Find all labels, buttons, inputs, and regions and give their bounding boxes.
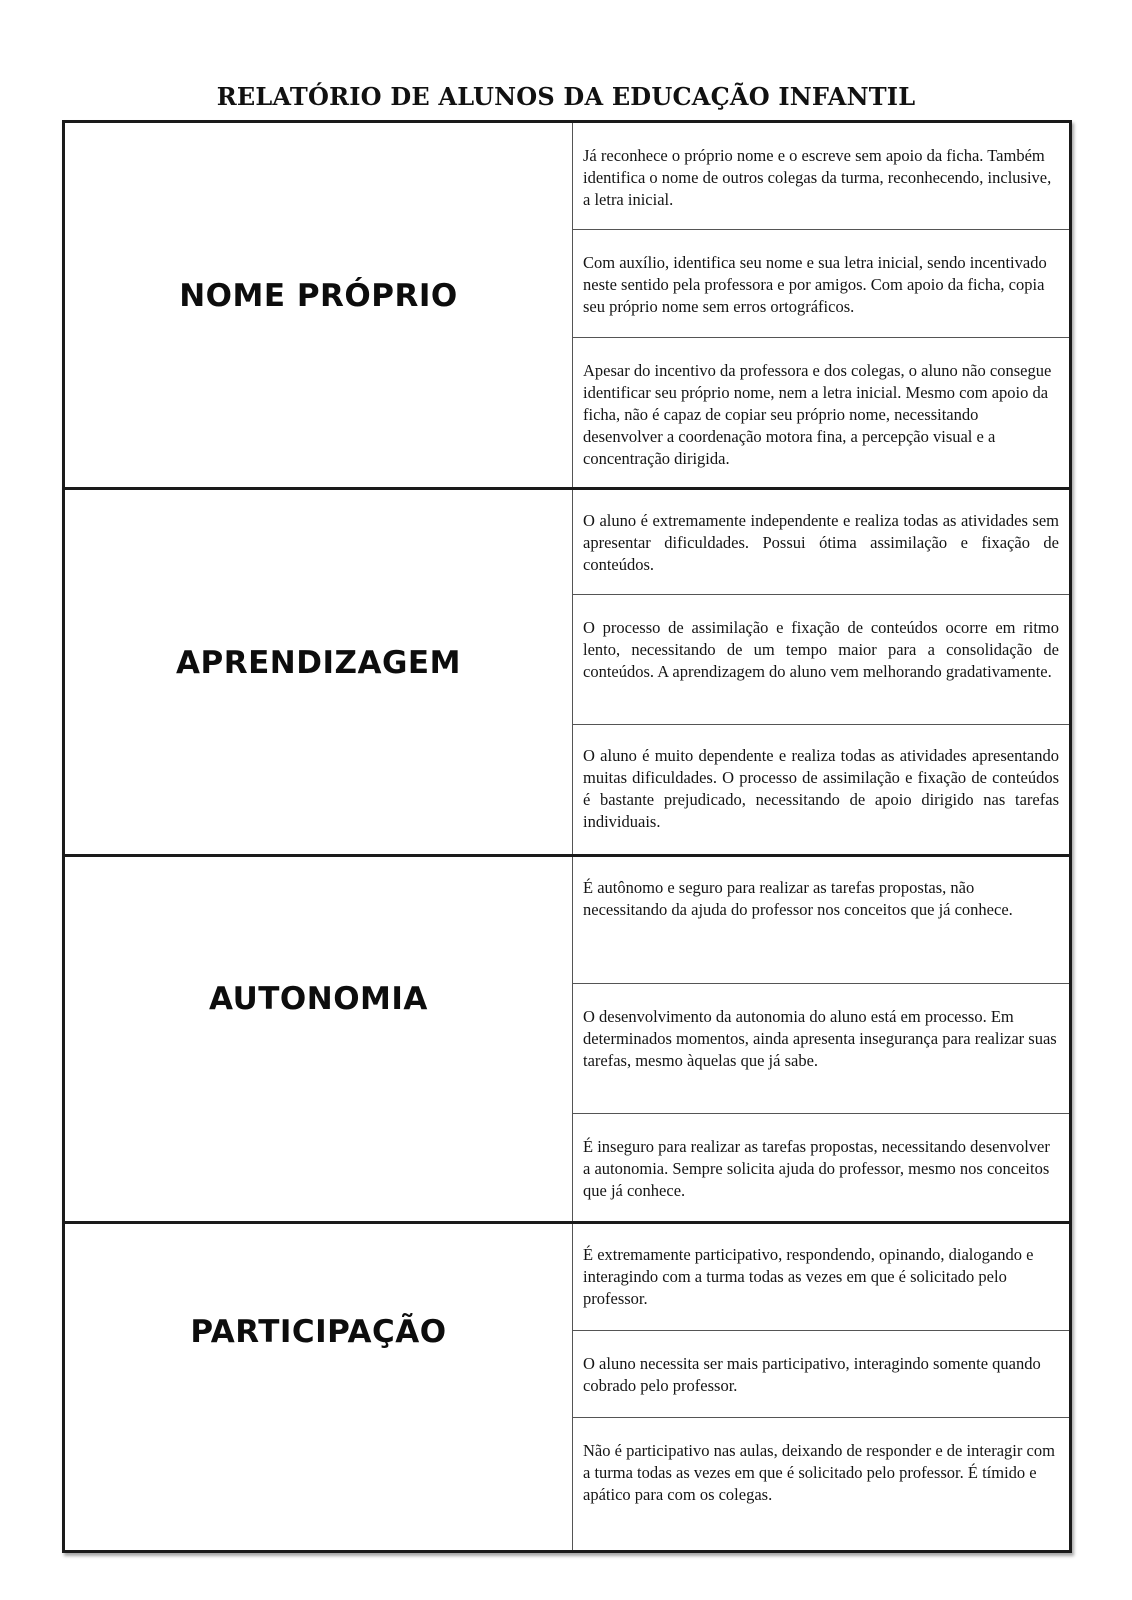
description-cell: O aluno necessita ser mais participativo, interagindo somente quando cobrado pelo professor. <box>573 1331 1069 1418</box>
description-cell: O processo de assimilação e fixação de conteúdos ocorre em ritmo lento, necessitando de um tempo maior para a consolidação de conteúdos. A aprendizagem do aluno vem melhorando gradativamente. <box>573 595 1069 725</box>
description-cell: O aluno é extremamente independente e realiza todas as atividades sem apresentar dificuldades. Possui ótima assimilação e fixação de conteúdos. <box>573 490 1069 595</box>
descriptions-column <box>573 490 1069 854</box>
descriptions-column <box>573 857 1069 1221</box>
descriptions-column <box>573 123 1069 487</box>
category-label-autonomia: AUTONOMIA <box>209 981 428 1017</box>
category-label-nome-proprio: NOME PRÓPRIO <box>179 278 458 314</box>
report-table <box>62 120 1072 1553</box>
description-cell: O desenvolvimento da autonomia do aluno está em processo. Em determinados momentos, ainda apresenta insegurança para realizar suas tarefas, mesmo àquelas que já sabe. <box>573 984 1069 1114</box>
description-cell: É inseguro para realizar as tarefas propostas, necessitando desenvolver a autonomia. Sempre solicita ajuda do professor, mesmo nos conceitos que já conhece. <box>583 1137 1050 1200</box>
section-aprendizagem <box>65 490 1069 857</box>
description-cell: É autônomo e seguro para realizar as tarefas propostas, não necessitando da ajuda do professor nos conceitos que já conhece. <box>573 857 1069 984</box>
category-label-participacao: PARTICIPAÇÃO <box>190 1314 447 1350</box>
category-label-aprendizagem: APRENDIZAGEM <box>176 645 461 681</box>
description-cell: Não é participativo nas aulas, deixando de responder e de interagir com a turma todas as vezes em que é solicitado pelo professor. É tímido e apático para com os colegas. <box>583 1441 1055 1504</box>
description-cell: É extremamente participativo, respondendo, opinando, dialogando e interagindo com a turma todas as vezes em que é solicitado pelo professor. <box>573 1224 1069 1331</box>
category-cell <box>65 857 573 1221</box>
category-cell <box>65 490 573 854</box>
page-title: RELATÓRIO DE ALUNOS DA EDUCAÇÃO INFANTIL <box>216 82 916 111</box>
descriptions-column <box>573 1224 1069 1550</box>
description-cell: O aluno é muito dependente e realiza todas as atividades apresentando muitas dificuldades. O processo de assimilação e fixação de conteúdos é bastante prejudicado, necessitando de apoio dirigido nas tarefas individuais. <box>583 746 1059 831</box>
section-nome-proprio <box>65 123 1069 490</box>
category-cell <box>65 1224 573 1550</box>
section-participacao <box>65 1224 1069 1550</box>
description-cell: Apesar do incentivo da professora e dos colegas, o aluno não consegue identificar seu próprio nome, nem a letra inicial. Mesmo com apoio da ficha, não é capaz de copiar seu próprio nome, necessitando desenvolver a coordenação motora fina, a percepção visual e a concentração dirigida. <box>583 361 1052 468</box>
category-cell <box>65 123 573 487</box>
description-cell: Já reconhece o próprio nome e o escreve sem apoio da ficha. Também identifica o nome de outros colegas da turma, reconhecendo, inclusive, a letra inicial. <box>573 123 1069 230</box>
section-autonomia <box>65 857 1069 1224</box>
description-cell: Com auxílio, identifica seu nome e sua letra inicial, sendo incentivado neste sentido pela professora e por amigos. Com apoio da ficha, copia seu próprio nome sem erros ortográficos. <box>573 230 1069 338</box>
